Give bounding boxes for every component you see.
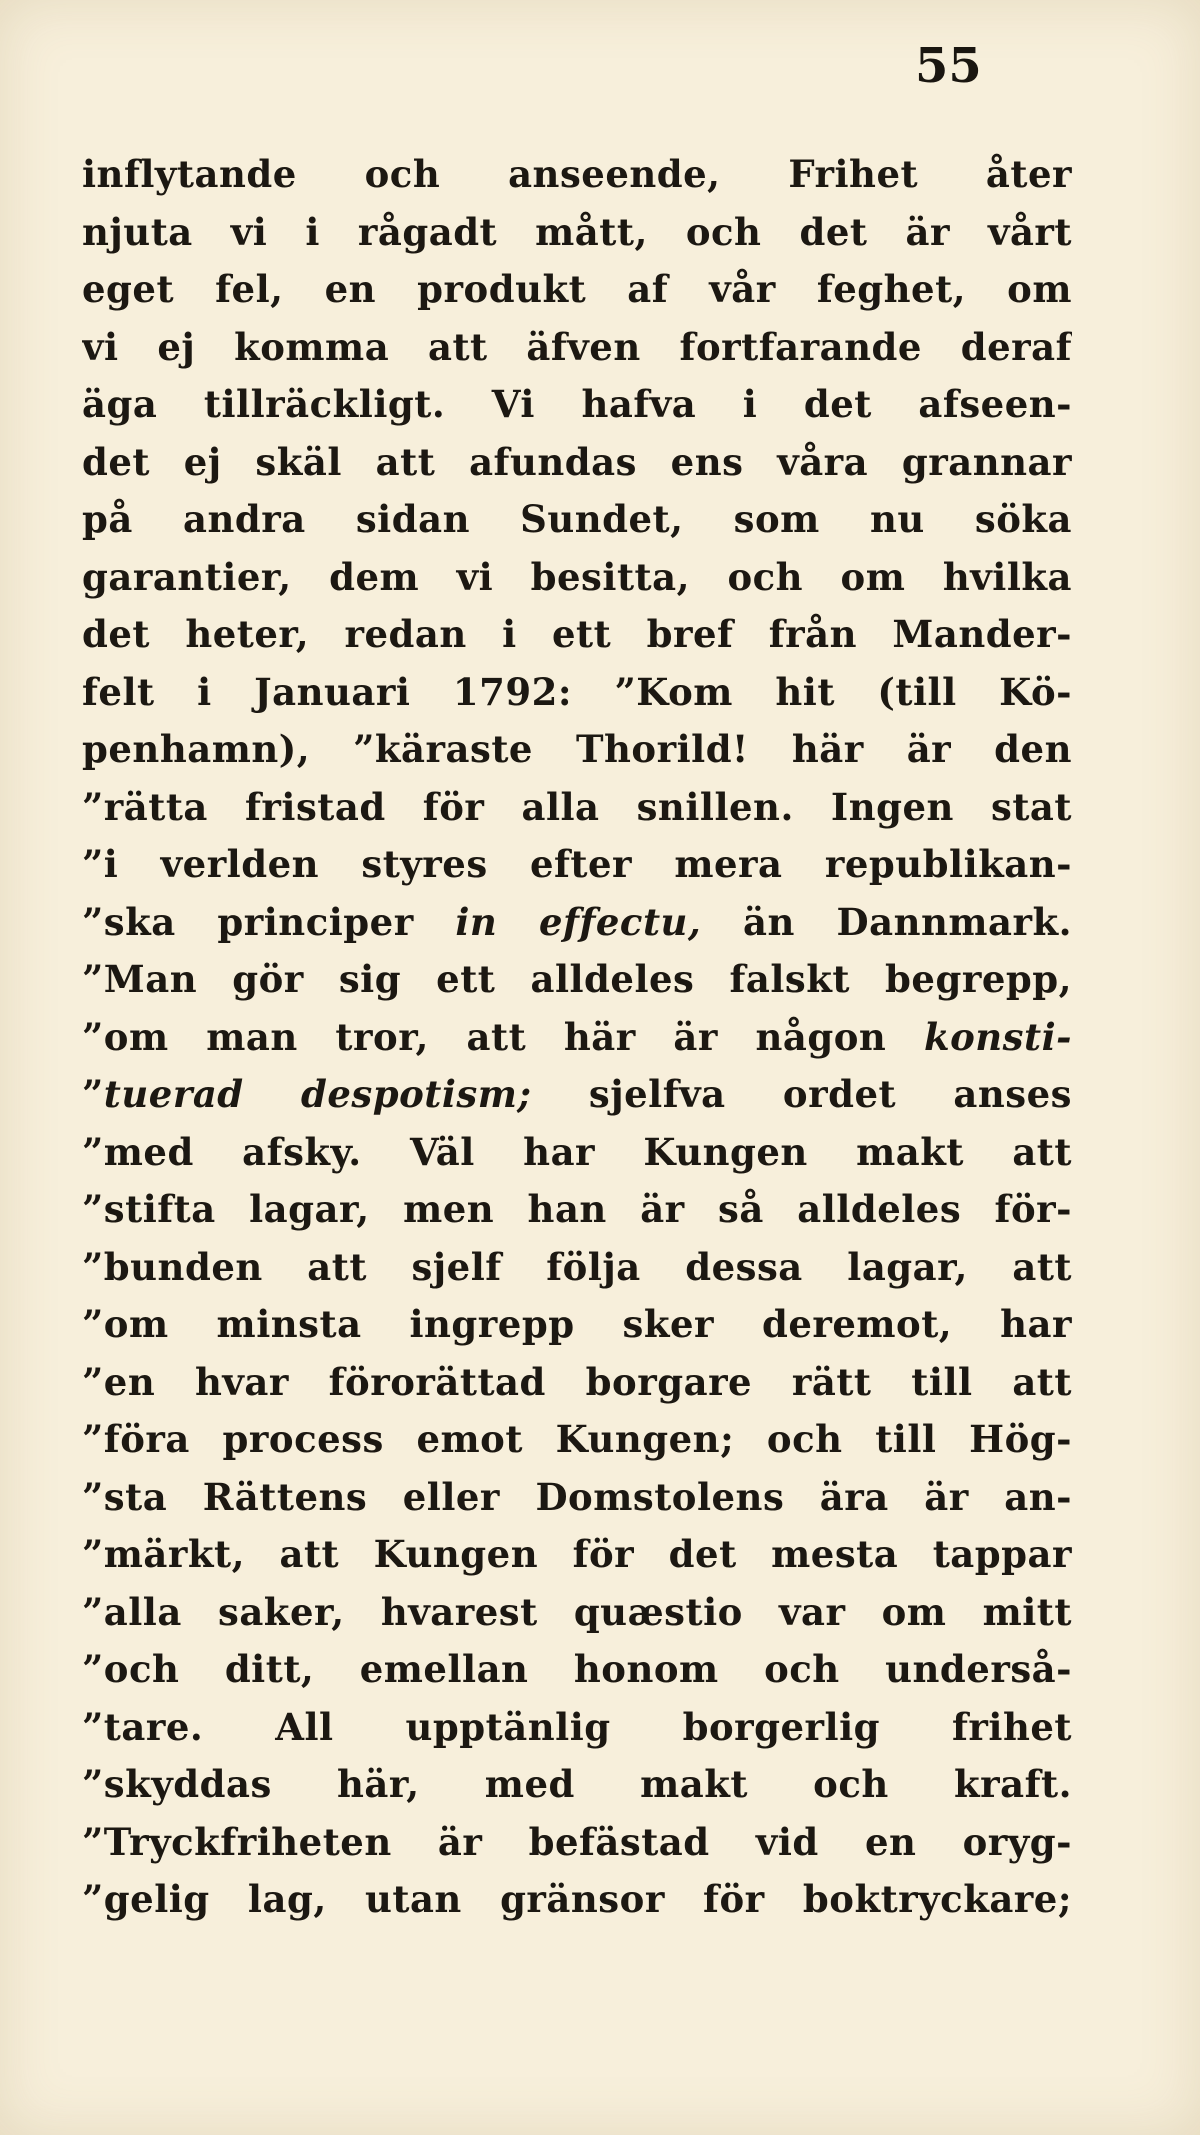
line-text: ”i verlden styres efter mera republikan- xyxy=(82,842,1072,886)
line-text: ”alla saker, hvarest quæstio var om mitt xyxy=(82,1589,1072,1634)
text-line xyxy=(82,1009,1072,1067)
text-line xyxy=(82,146,1072,204)
line-text: ”och ditt, emellan honom och underså- xyxy=(82,1647,1072,1691)
text-line xyxy=(82,894,1072,952)
line-text: ”stifta lagar, men han är så alldeles för- xyxy=(82,1187,1072,1231)
text-line xyxy=(82,1641,1072,1699)
line-text: det heter, redan i ett bref från Mander- xyxy=(82,612,1072,656)
italic-text: konsti- xyxy=(923,1014,1072,1059)
line-text: ”ska principer xyxy=(82,899,456,944)
line-text: ”Tryckfriheten är befästad vid en oryg- xyxy=(82,1819,1072,1864)
line-text: ”märkt, att Kungen för det mesta tappar xyxy=(82,1532,1072,1576)
text-line xyxy=(82,1296,1072,1354)
line-text: ”tare. All upptänlig borgerlig frihet xyxy=(82,1704,1072,1749)
line-text: ”Man gör sig ett alldeles falskt begrepp, xyxy=(82,957,1072,1001)
line-text: inflytande och anseende, Frihet åter xyxy=(82,152,1072,196)
line-text: sjelfva ordet anses xyxy=(531,1072,1072,1116)
text-line xyxy=(82,1756,1072,1814)
text-line xyxy=(82,836,1072,894)
line-text xyxy=(497,900,539,944)
line-text: ”med afsky. Väl har Kungen makt att xyxy=(82,1129,1072,1174)
line-text: ”sta Rättens eller Domstolens ära är an- xyxy=(82,1474,1072,1519)
text-line xyxy=(82,261,1072,319)
line-text: felt i Januari 1792: ”Kom hit (till Kö- xyxy=(82,669,1072,714)
text-line xyxy=(82,549,1072,607)
line-text: vi ej komma att äfven fortfarande deraf xyxy=(82,324,1072,369)
text-line xyxy=(82,1181,1072,1239)
text-line xyxy=(82,204,1072,262)
line-text: ”en hvar förorättad borgare rätt till att xyxy=(82,1359,1072,1404)
text-line xyxy=(82,1411,1072,1469)
text-line xyxy=(82,1354,1072,1412)
body-text xyxy=(82,146,1072,1929)
page-number: 55 xyxy=(915,38,982,94)
line-text: ”gelig lag, utan gränsor för boktryckare; xyxy=(82,1877,1072,1921)
text-line xyxy=(82,1526,1072,1584)
text-line xyxy=(82,319,1072,377)
line-text: ”om man tror, att här är någon xyxy=(82,1014,924,1059)
line-text: än Dannmark. xyxy=(701,899,1072,944)
line-text: ”bunden att sjelf följa dessa lagar, att xyxy=(82,1244,1072,1289)
line-text: ”rätta fristad för alla snillen. Ingen stat xyxy=(82,784,1072,829)
italic-text: in xyxy=(455,899,498,944)
text-line xyxy=(82,606,1072,664)
text-line xyxy=(82,951,1072,1009)
line-text: garantier, dem vi besitta, och om hvilka xyxy=(82,554,1072,599)
line-text: njuta vi i rågadt mått, och det är vårt xyxy=(82,209,1072,254)
text-line xyxy=(82,1239,1072,1297)
line-text: ”om minsta ingrepp sker deremot, har xyxy=(82,1302,1072,1346)
line-text: ” xyxy=(82,1072,104,1116)
text-line xyxy=(82,1066,1072,1124)
text-line xyxy=(82,1699,1072,1757)
line-text: äga tillräckligt. Vi hafva i det afseen- xyxy=(82,382,1072,426)
line-text: ”föra process emot Kungen; och till Hög- xyxy=(82,1417,1072,1461)
text-line xyxy=(82,434,1072,492)
text-line xyxy=(82,1124,1072,1182)
text-line xyxy=(82,1469,1072,1527)
line-text: det ej skäl att afundas ens våra grannar xyxy=(82,439,1072,484)
text-line xyxy=(82,779,1072,837)
text-line xyxy=(82,1814,1072,1872)
line-text: på andra sidan Sundet, som nu söka xyxy=(82,497,1072,541)
text-line xyxy=(82,1584,1072,1642)
text-line xyxy=(82,1871,1072,1929)
text-line xyxy=(82,491,1072,549)
text-line xyxy=(82,376,1072,434)
line-text: penhamn), ”käraste Thorild! här är den xyxy=(82,727,1072,771)
text-line xyxy=(82,721,1072,779)
italic-text: effectu, xyxy=(539,899,702,944)
italic-text: tuerad despotism; xyxy=(103,1072,532,1116)
line-text: eget fel, en produkt af vår feghet, om xyxy=(82,267,1072,311)
line-text: ”skyddas här, med makt och kraft. xyxy=(82,1762,1072,1806)
text-line xyxy=(82,664,1072,722)
